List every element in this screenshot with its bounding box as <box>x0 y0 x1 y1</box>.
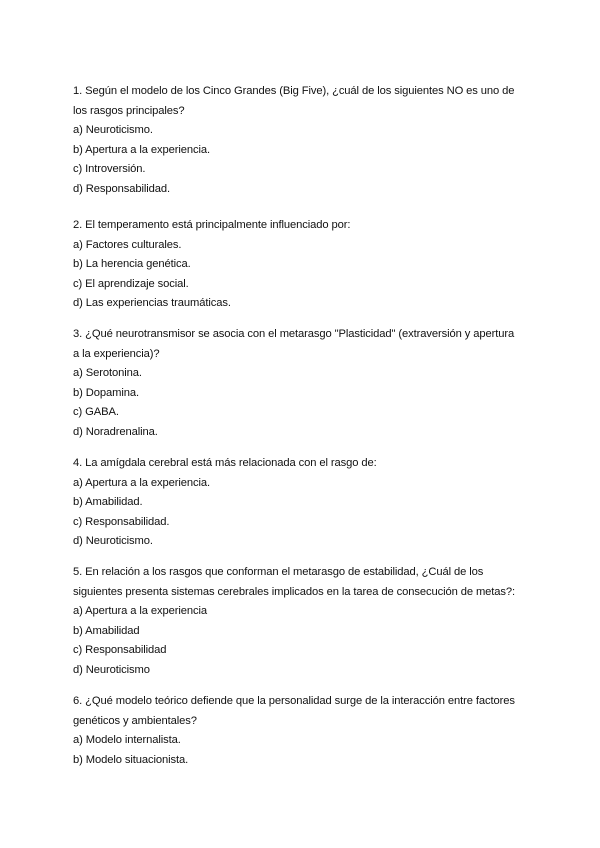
question-2-option-a: a) Factores culturales. <box>73 238 182 251</box>
question-6-stem-line-1: 6. ¿Qué modelo teórico defiende que la personalidad surge de la interacción entre factores <box>73 695 515 707</box>
question-1 <box>73 82 533 199</box>
question-4-option-a: a) Apertura a la experiencia. <box>73 476 211 489</box>
question-2-option-d: d) Las experiencias traumáticas. <box>73 297 231 309</box>
question-5-stem-line-1: 5. En relación a los rasgos que conforman el metarasgo de estabilidad, ¿Cuál de los <box>73 566 484 578</box>
question-1-option-a: a) Neuroticismo. <box>73 124 153 136</box>
question-5-option-c: c) Responsabilidad <box>73 644 167 656</box>
question-2-option-b: b) La herencia genética. <box>73 258 191 270</box>
question-5-option-d: d) Neuroticismo <box>73 663 150 676</box>
question-6-option-a: a) Modelo internalista. <box>73 734 181 746</box>
question-2-option-c: c) El aprendizaje social. <box>73 277 189 290</box>
question-4-option-c: c) Responsabilidad. <box>73 515 170 528</box>
question-6-option-b: b) Modelo situacionista. <box>73 753 189 766</box>
question-2-stem-line-1: 2. El temperamento está principalmente influenciado por: <box>73 219 351 231</box>
question-1-option-b: b) Apertura a la experiencia. <box>73 143 211 156</box>
question-5-stem-line-2: siguientes presenta sistemas cerebrales implicados en la tarea de consecución de metas?: <box>73 585 516 598</box>
question-4-option-b: b) Amabilidad. <box>73 496 143 508</box>
question-5-option-b: b) Amabilidad <box>73 624 140 637</box>
question-6 <box>73 692 533 770</box>
question-6-stem-line-2: genéticos y ambientales? <box>73 714 197 727</box>
question-4 <box>73 454 533 552</box>
question-1-option-d: d) Responsabilidad. <box>73 182 170 195</box>
question-3-stem-line-2: a la experiencia)? <box>73 347 160 360</box>
question-3-stem-line-1: 3. ¿Qué neurotransmisor se asocia con el metarasgo "Plasticidad" (extraversión y apertura <box>73 328 515 340</box>
question-4-option-d: d) Neuroticismo. <box>73 535 153 547</box>
question-5-option-a: a) Apertura a la experiencia <box>73 605 208 617</box>
question-3-option-b: b) Dopamina. <box>73 386 139 399</box>
question-3-option-d: d) Noradrenalina. <box>73 425 158 438</box>
question-1-stem-line-1: 1. Según el modelo de los Cinco Grandes (Big Five), ¿cuál de los siguientes NO es uno de <box>73 85 515 97</box>
question-2 <box>73 216 533 314</box>
question-4-stem-line-1: 4. La amígdala cerebral está más relacionada con el rasgo de: <box>73 457 377 469</box>
question-3-option-a: a) Serotonina. <box>73 367 142 379</box>
question-1-stem-line-2: los rasgos principales? <box>73 104 185 117</box>
question-3 <box>73 325 533 442</box>
question-5 <box>73 563 533 680</box>
question-3-option-c: c) GABA. <box>73 406 119 418</box>
question-1-option-c: c) Introversión. <box>73 163 146 175</box>
